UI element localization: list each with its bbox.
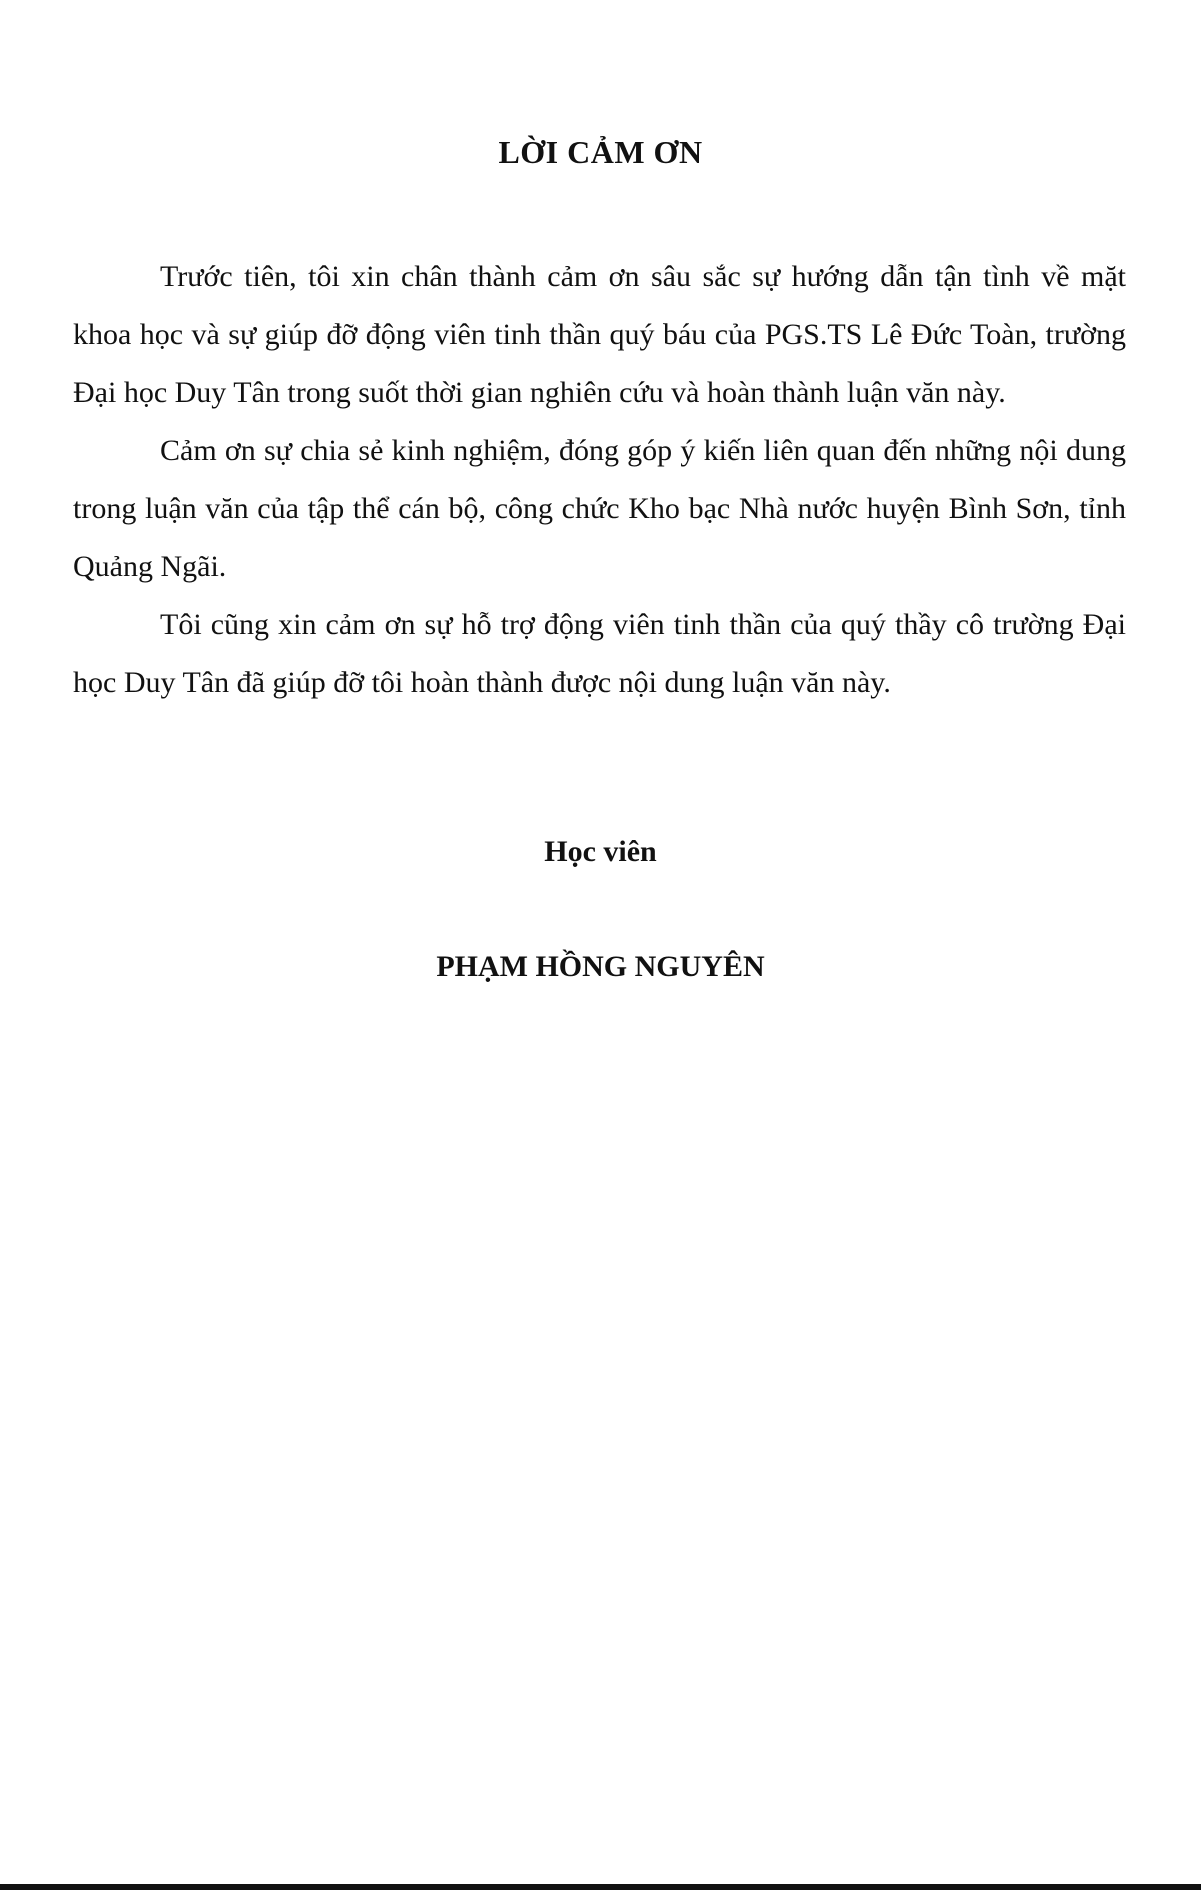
paragraph-3: Tôi cũng xin cảm ơn sự hỗ trợ động viên tinh thần của quý thầy cô trường Đại học Duy Tân đã giúp đỡ tôi hoàn thành được nội dung luận văn này.: [73, 608, 1126, 699]
signoff-name: PHẠM HỒNG NGUYÊN: [436, 950, 765, 983]
paragraph-2: Cảm ơn sự chia sẻ kinh nghiệm, đóng góp ý kiến liên quan đến những nội dung trong luận văn của tập thể cán bộ, công chức Kho bạc Nhà nước huyện Bình Sơn, tỉnh Quảng Ngãi.: [73, 434, 1126, 583]
paragraph-1: Trước tiên, tôi xin chân thành cảm ơn sâu sắc sự hướng dẫn tận tình về mặt khoa học và sự giúp đỡ động viên tinh thần quý báu của PGS.TS Lê Đức Toàn, trường Đại học Duy Tân trong suốt thời gian nghiên cứu và hoàn thành luận văn này.: [73, 260, 1126, 409]
page-title: LỜI CẢM ƠN: [498, 134, 703, 170]
acknowledgement-body: [73, 248, 1126, 712]
bottom-border: [0, 1884, 1201, 1890]
signoff-role: Học viên: [544, 835, 657, 868]
